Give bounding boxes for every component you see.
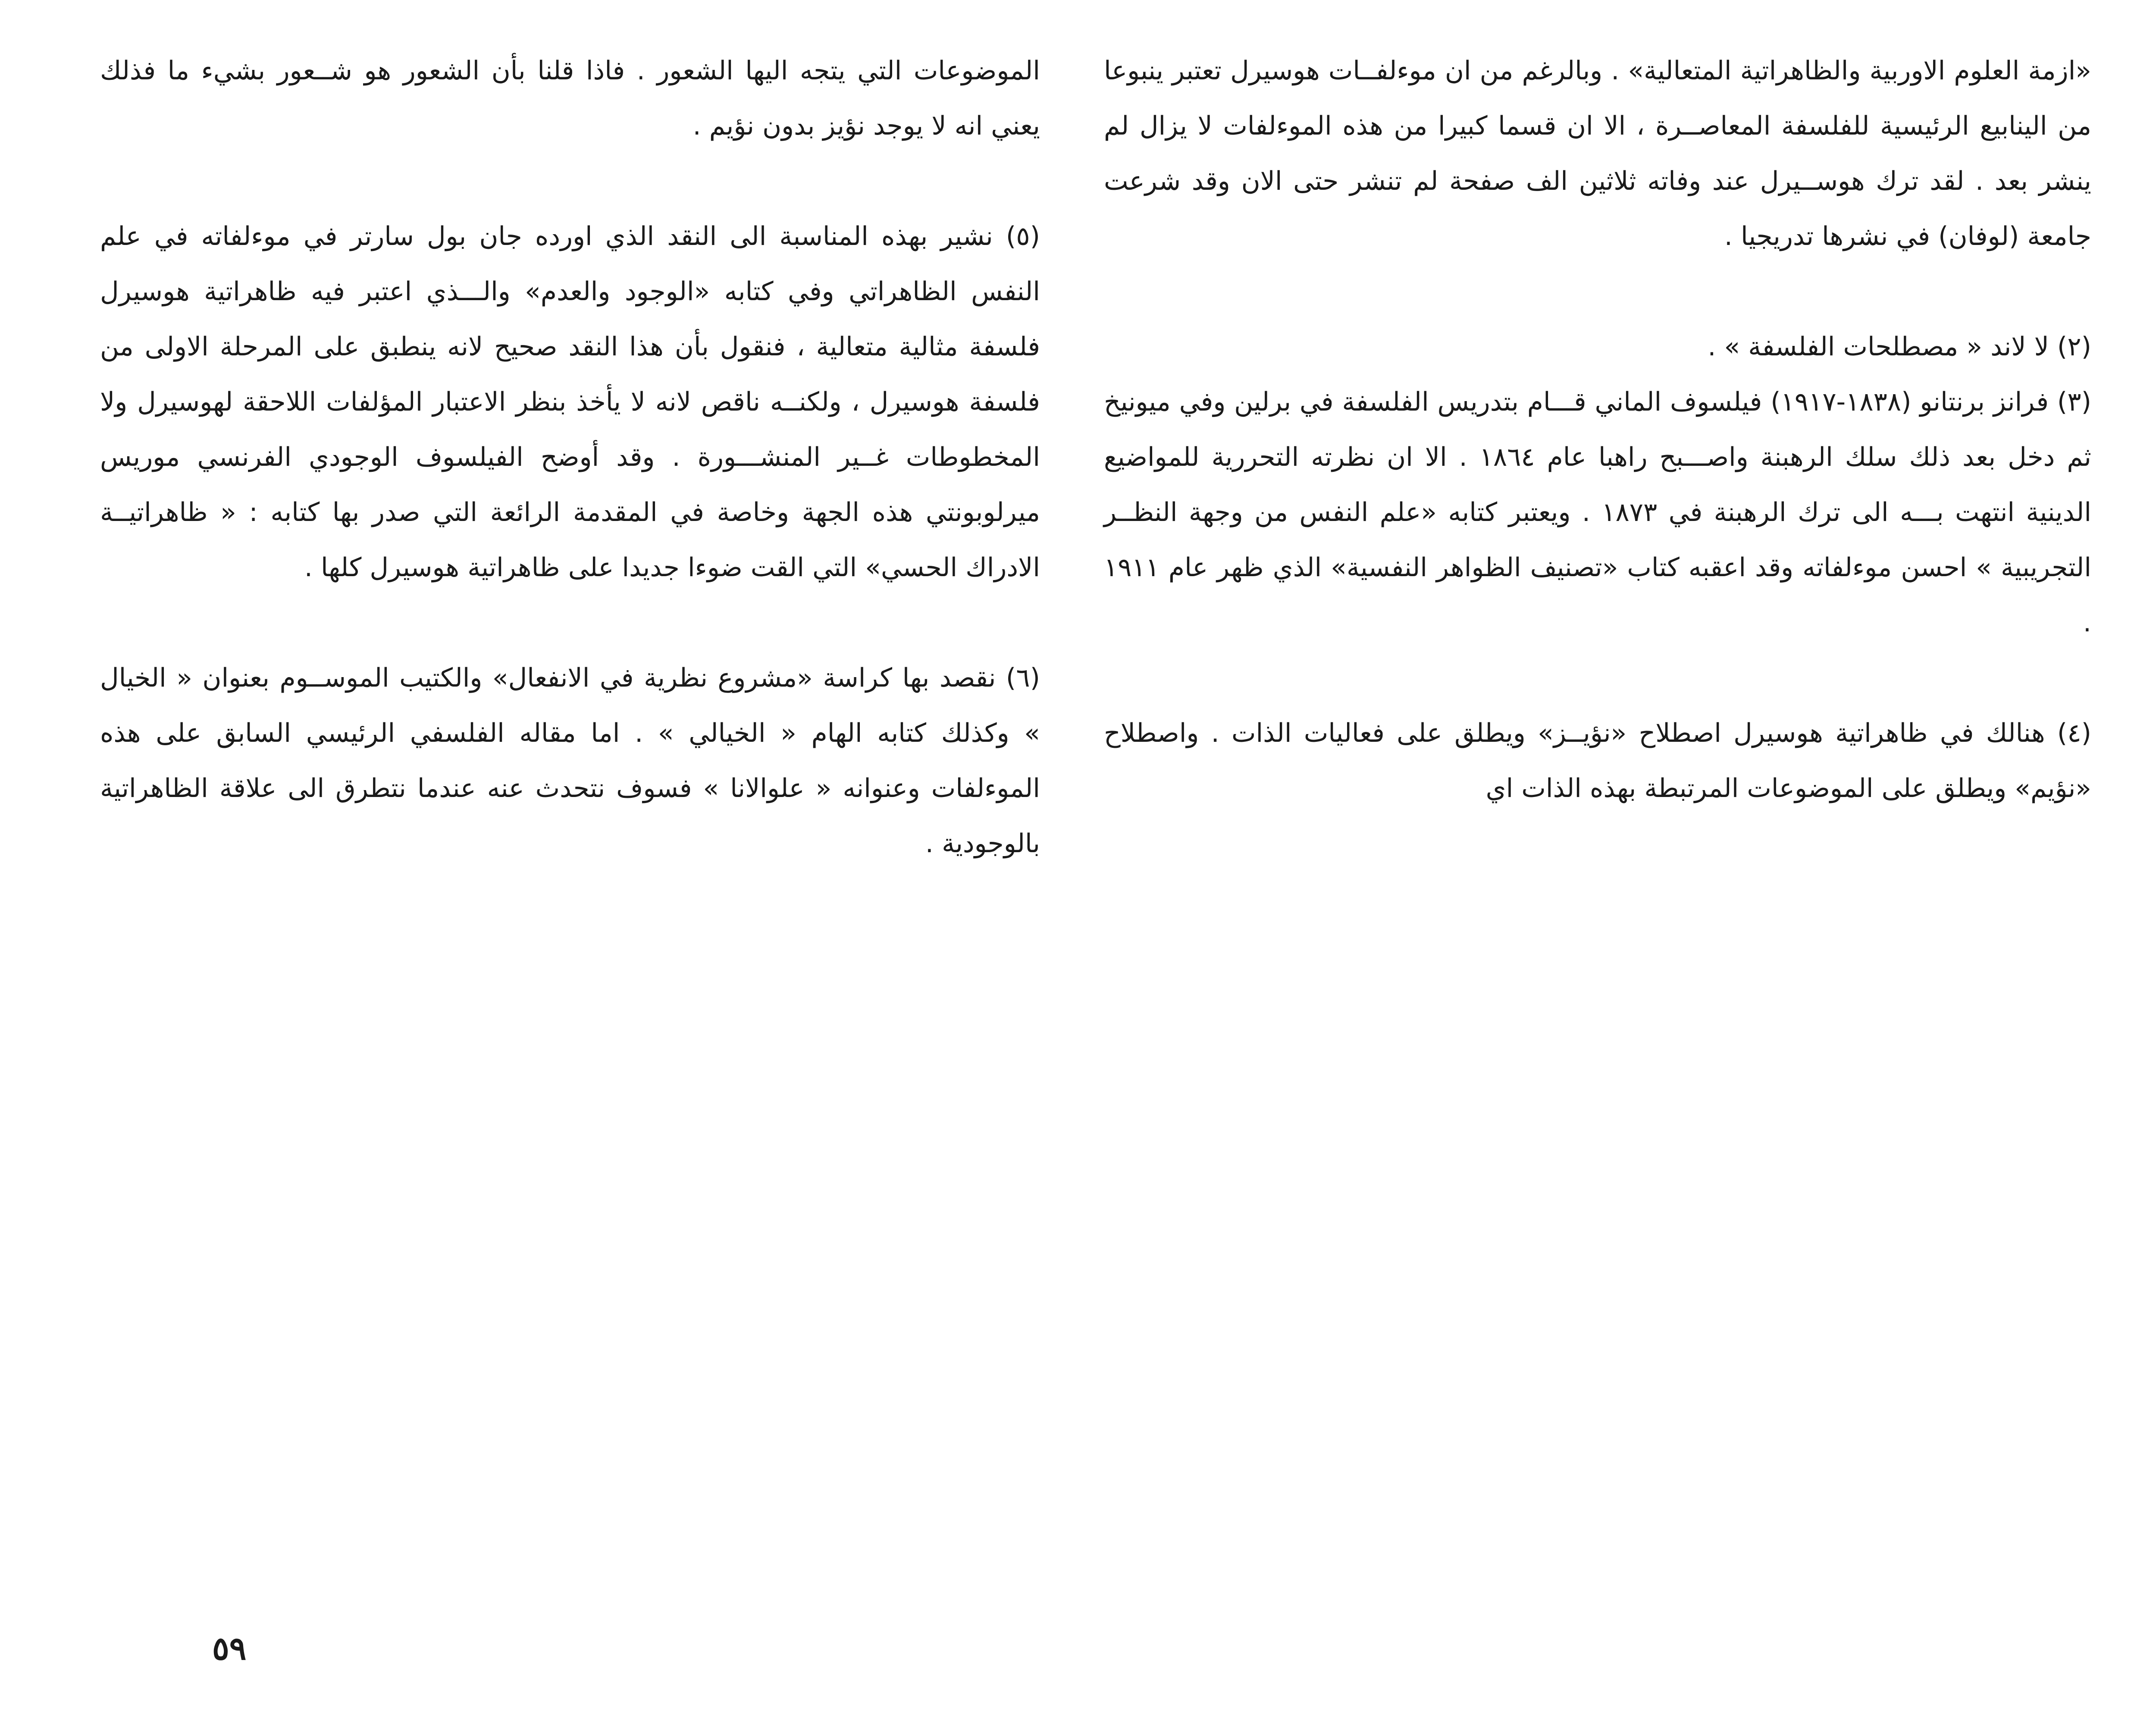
footnote-6: (٦) نقصد بها كراسة «مشروع نظرية في الانفعال» والكتيب الموســوم بعنوان « الخيال » وكذلك كتابه الهام « الخيالي » . اما مقاله الفلسفي الرئيسي السابق على هذه الموءلفات وعنوانه « علوالانا » فسوف نتحدث عنه عندما نتطرق الى علاقة الظاهراتية بالوجودية . (100, 663, 1040, 859)
footnote-4: (٤) هنالك في ظاهراتية هوسيرل اصطلاح «نؤيــز» ويطلق على فعاليات الذات . واصطلاح «نؤيم» ويطلق على الموضوعات المرتبطة بهذه الذات اي (1104, 718, 2091, 803)
right-text-column (1104, 43, 2091, 816)
footnote-4-continued: الموضوعات التي يتجه اليها الشعور . فاذا قلنا بأن الشعور هو شــعور بشيء ما فذلك يعني انه لا يوجد نؤيز بدون نؤيم . (100, 56, 1040, 141)
paragraph-spacer (100, 595, 1040, 650)
paragraph-spacer (1104, 264, 2091, 319)
page-number: ٥٩ (212, 1630, 247, 1667)
footnote-2: (٢) لا لاند « مصطلحات الفلسفة » . (1708, 332, 2091, 362)
left-text-column (100, 43, 1040, 871)
paragraph-spacer (1104, 650, 2091, 706)
paragraph-spacer (100, 154, 1040, 209)
footnote-continued: «ازمة العلوم الاوربية والظاهراتية المتعالية» . وبالرغم من ان موءلفــات هوسيرل تعتبر ينبوعا من الينابيع الرئيسية للفلسفة المعاصــرة ، الا ان قسما كبيرا من هذه الموءلفات لا يزال لم ينشر بعد . لقد ترك هوســيرل عند وفاته ثلاثين الف صفحة لم تنشر حتى الان وقد شرعت جامعة (لوفان) في نشرها تدريجيا . (1104, 56, 2091, 251)
footnote-3: (٣) فرانز برنتانو (١٨٣٨-١٩١٧) فيلسوف الماني قـــام بتدريس الفلسفة في برلين وفي ميونيخ ثم دخل بعد ذلك سلك الرهبنة واصـــبح راهبا عام ١٨٦٤ . الا ان نظرته التحررية للمواضيع الدينية انتهت بـــه الى ترك الرهبنة في ١٨٧٣ . ويعتبر كتابه «علم النفس من وجهة النظــر التجريبية » احسن موءلفاته وقد اعقبه كتاب «تصنيف الظواهر النفسية» الذي ظهر عام ١٩١١ . (1104, 387, 2091, 638)
footnote-5: (٥) نشير بهذه المناسبة الى النقد الذي اورده جان بول سارتر في موءلفاته في علم النفس الظاهراتي وفي كتابه «الوجود والعدم» والـــذي اعتبر فيه ظاهراتية هوسيرل فلسفة مثالية متعالية ، فنقول بأن هذا النقد صحيح لانه ينطبق على المرحلة الاولى من فلسفة هوسيرل ، ولكنــه ناقص لانه لا يأخذ بنظر الاعتبار المؤلفات اللاحقة لهوسيرل ولا المخطوطات غــير المنشـــورة . وقد أوضح الفيلسوف الوجودي الفرنسي موريس ميرلوبونتي هذه الجهة وخاصة في المقدمة الرائعة التي صدر بها كتابه : « ظاهراتيــة الادراك الحسي» التي القت ضوءا جديدا على ظاهراتية هوسيرل كلها . (100, 221, 1040, 583)
